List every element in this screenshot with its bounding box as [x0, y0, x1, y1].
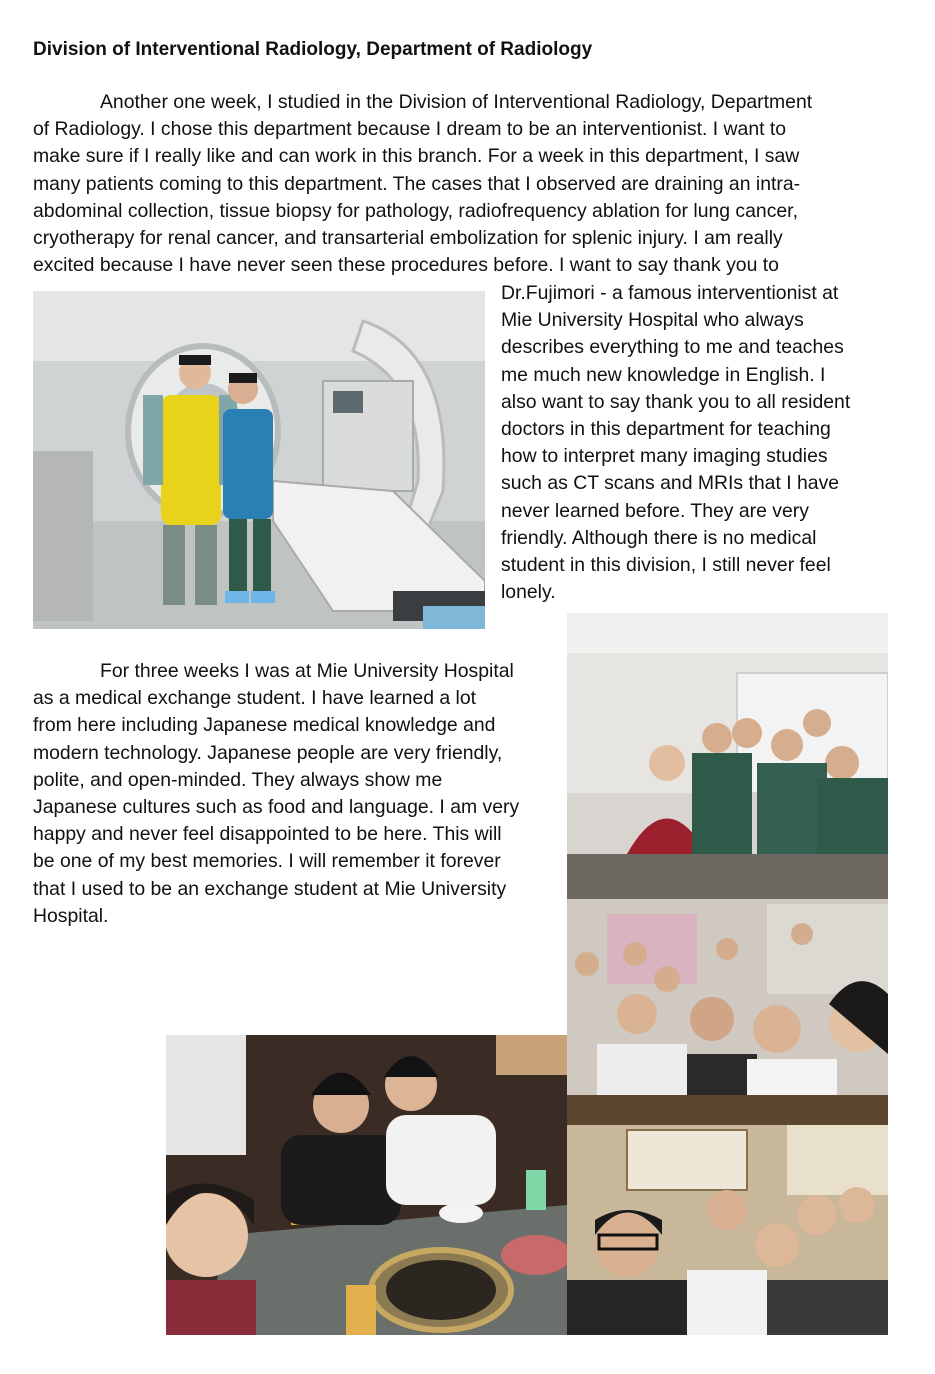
paragraph-line: For three weeks I was at Mie University Hospital	[100, 660, 514, 682]
paragraph-line: also want to say thank you to all resident	[501, 390, 851, 413]
paragraph-line: Another one week, I studied in the Division of Interventional Radiology, Department	[100, 91, 813, 113]
paragraph-line: modern technology. Japanese people are very friendly,	[33, 741, 503, 764]
page-title: Division of Interventional Radiology, Department of Radiology	[33, 39, 593, 60]
paragraph-line: make sure if I really like and can work in this branch. For a week in this department, I saw	[33, 145, 800, 168]
paragraph-line: Hospital.	[33, 904, 109, 927]
paragraph-1-continued	[501, 280, 850, 606]
paragraph-line: be one of my best memories. I will remember it forever	[33, 850, 501, 873]
yakiniku-dinner-photo	[166, 1035, 567, 1335]
ward-group-photo	[567, 613, 888, 854]
paragraph-line: excited because I have never seen these procedures before. I want to say thank you to	[33, 254, 779, 277]
angiography-room-photo	[33, 291, 485, 629]
paragraph-line: as a medical exchange student. I have learned a lot	[33, 687, 477, 710]
paragraph-line: me much new knowledge in English. I	[501, 363, 826, 386]
paragraph-line: abdominal collection, tissue biopsy for pathology, radiofrequency ablation for lung cancer,	[33, 199, 798, 222]
party-group-photo	[567, 854, 888, 1095]
paragraph-line: student in this division, I still never feel	[501, 554, 831, 577]
paragraph-1	[33, 89, 812, 279]
paragraph-line: that I used to be an exchange student at Mie University	[33, 877, 507, 900]
paragraph-line: how to interpret many imaging studies	[501, 445, 828, 468]
paragraph-line: never learned before. They are very	[501, 499, 809, 522]
paragraph-line: friendly. Although there is no medical	[501, 526, 817, 549]
paragraph-line: Dr.Fujimori - a famous interventionist at	[501, 282, 839, 304]
paragraph-2	[33, 658, 519, 930]
paragraph-line: cryotherapy for renal cancer, and transarterial embolization for splenic injury. I am really	[33, 227, 783, 250]
paragraph-line: such as CT scans and MRIs that I have	[501, 472, 840, 495]
paragraph-line: lonely.	[501, 581, 556, 604]
paragraph-line: many patients coming to this department. The cases that I observed are draining an intra-	[33, 172, 801, 195]
paragraph-line: Japanese cultures such as food and language. I am very	[33, 796, 520, 819]
izakaya-group-photo	[567, 1095, 888, 1335]
paragraph-line: describes everything to me and teaches	[501, 336, 844, 359]
paragraph-line: doctors in this department for teaching	[501, 418, 831, 441]
paragraph-line: from here including Japanese medical knowledge and	[33, 714, 496, 737]
paragraph-line: of Radiology. I chose this department because I dream to be an interventionist. I want to	[33, 118, 787, 141]
paragraph-line: Mie University Hospital who always	[501, 309, 804, 332]
paragraph-line: happy and never feel disappointed to be here. This will	[33, 823, 502, 846]
paragraph-line: polite, and open-minded. They always show me	[33, 768, 443, 791]
